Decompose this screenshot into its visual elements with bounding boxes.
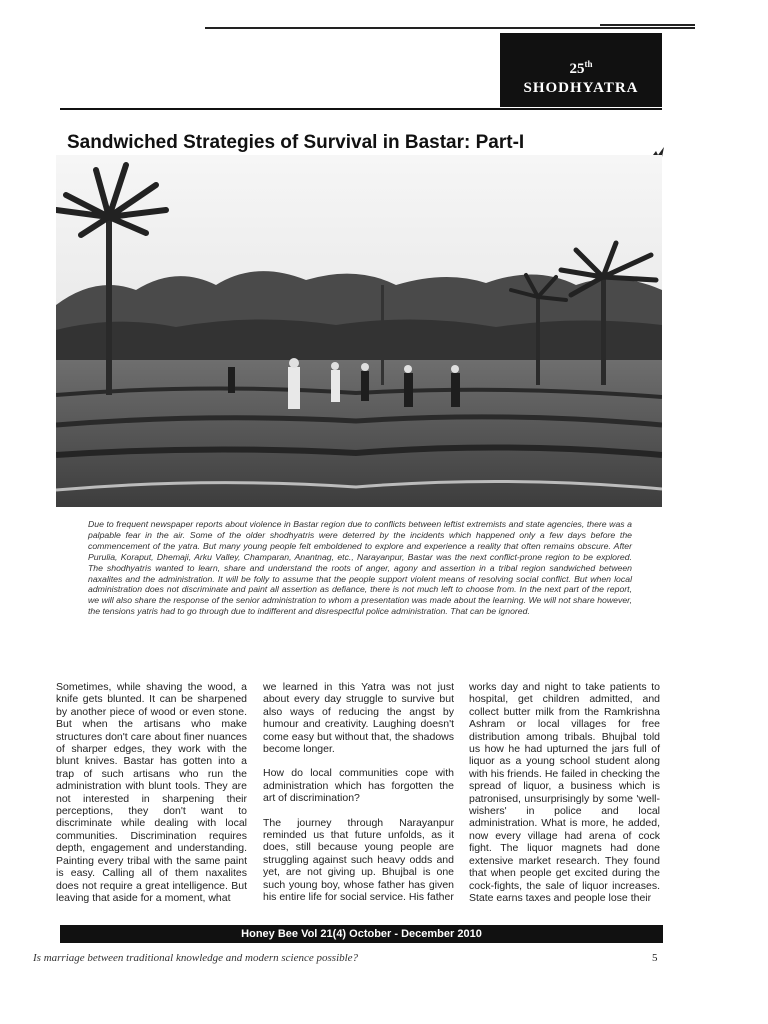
section-rule <box>60 108 662 110</box>
article-body <box>56 681 664 923</box>
article-caption: Due to frequent newspaper reports about violence in Bastar region due to conflicts between leftist extremists and state agencies, there was a palpable fear in the air. Some of the older shodhyatris were deterred by the incidents which happened only a few days before the commencement of the yatra. But many young people felt emboldened to explore and experience a reality that often remains obscure. After Purulia, Koraput, Dhemaji, Arku Valley, Champaran, Anantnag, etc., Narayanpur, Bastar was the next conflict-prone region to be explored. The shodhyatris wanted to learn, share and understand the roots of anger, agony and assertion in a tribal region sandwiched between naxalites and the administration. It will be folly to assume that the people support violent means of resolving social conflict. But when local administration does not discriminate and paint all assertion as defiance, there is not much left to choose from. In the next part of the report, we will also share the response of the senior administration to whom a presentation was made about the learning. We will not share however, the tensions yatris had to go through due to indifferent and disrespectful police administration. That can be ignored. <box>88 519 632 617</box>
body-column-1 <box>56 681 247 916</box>
journal-footer: Honey Bee Vol 21(4) October - December 2010 <box>60 925 663 943</box>
header-rule <box>205 27 695 29</box>
article-title: Sandwiched Strategies of Survival in Bastar: Part-I <box>67 132 525 153</box>
body-paragraph: The journey through Narayanpur reminded us that future unfolds, as it does, still because young people are struggling against such heavy odds and yet, are not giving up. Bhujbal is one such young boy, whose father has given his entire life for social service. His father <box>263 816 454 904</box>
footer-tagline: Is marriage between traditional knowledge and modern science possible? <box>33 952 359 964</box>
edition-word: SHODHYATRA <box>523 80 639 96</box>
edition-number: 25th <box>569 59 593 77</box>
body-column-2 <box>263 681 454 916</box>
body-paragraph: How do local communities cope with administration which has forgotten the art of discrimination? <box>263 767 454 805</box>
header-rule-short <box>600 24 695 26</box>
body-paragraph: works day and night to take patients to hospital, get children admitted, and collect butter milk from the Ramkrishna Ashram or local villages for free distribution among tribals. Bhujbal told us how he had upturned the jars full of liquor as a young school student along with his friends. He failed in checking the spread of liquor, a business which is patronised, unsurprisingly by some 'well-wishers' in police and local administration. What is more, he added, now every village had arena of cock fight. The liquor magnets had done extensive market research. They found that when people get excited during the cock-fights, the sale of liquor increases. State earns taxes and people lose their <box>469 681 660 904</box>
body-paragraph: we learned in this Yatra was not just about every day struggle to survive but also ways of reducing the angst by humour and creativity. Laughing doesn't come easy but without that, the shadows become longer. <box>263 681 454 756</box>
field-photo <box>56 155 662 507</box>
page-number: 5 <box>652 952 658 964</box>
shodhyatra-badge <box>500 33 662 107</box>
body-paragraph: Sometimes, while shaving the wood, a knife gets blunted. It can be sharpened by another piece of wood or even stone. But when the artisans who make structures don't care about finer nuances of sharper edges, they work with the blunt knives. Bastar has gotten into a trap of such artisans who run the administration with blunt tools. They are not interested in sharpening their perceptions, they don't want to discriminate while dealing with local communities. Discrimination requires depth, engagement and understanding. Painting every tribal with the same paint is easy. Calling all of them naxalites does not require a great intelligence. But leaving that aside for a moment, what <box>56 681 247 904</box>
body-column-3 <box>469 681 660 916</box>
